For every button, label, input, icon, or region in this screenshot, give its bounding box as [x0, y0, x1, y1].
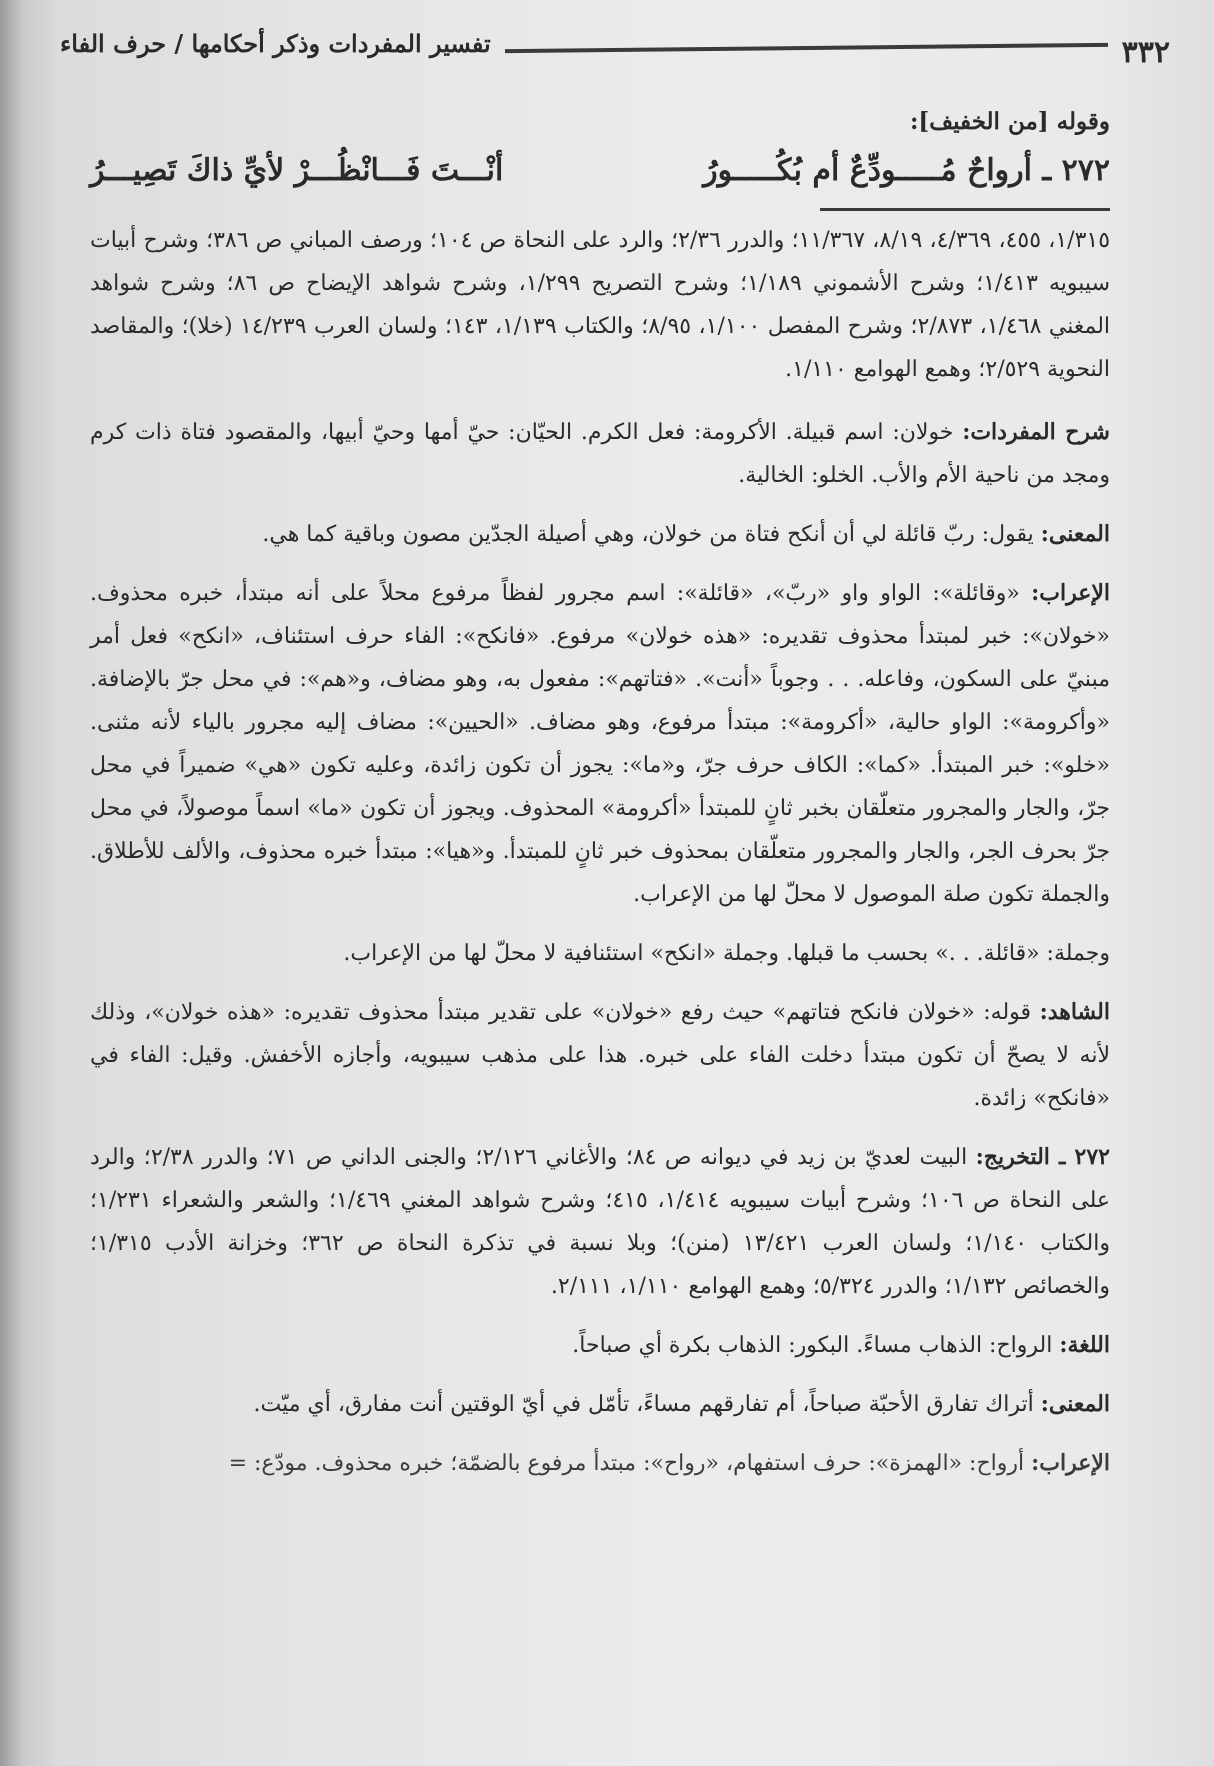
- header-rule: [505, 43, 1108, 53]
- parsing-label: الإعراب:: [1031, 580, 1111, 606]
- takhrij-text: البيت لعديّ بن زيد في ديوانه ص ٨٤؛ والأغاني ٢/١٢٦؛ والجنى الداني ص ٧١؛ والدرر ٢/٣٨؛ والرد على النحاة ص ١٠٦؛ وشرح أبيات سيبويه ١/٤١٤، ٤١٥؛ وشرح شواهد المغني ١/٤٦٩؛ والشعر والشعراء ١/٢٣١؛ والكتاب ١/١٤٠؛ ولسان العرب ١٣/٤٢١ (منن)؛ وبلا نسبة في تذكرة النحاة ص ٣٦٢؛ وخزانة الأدب ١/٣١٥؛ والخصائص ١/١٣٢؛ والدرر ٥/٣٢٤؛ وهمع الهوامع ١/١١٠، ٢/١١١.: [90, 1145, 1110, 1299]
- meaning-label: المعنى:: [1040, 521, 1110, 547]
- footnote-separator: [820, 208, 1110, 211]
- meaning-272: [90, 1383, 1110, 1426]
- language-text: الرواح: الذهاب مساءً. البكور: الذهاب بكرة أي صباحاً.: [572, 1333, 1053, 1358]
- verse-first-text: أرواحٌ مُـــــودِّعٌ أم بُكُـــــورُ: [703, 153, 1032, 188]
- evidence-label: الشاهد:: [1039, 999, 1110, 1025]
- verse-first-hemistich: [703, 149, 1110, 192]
- meaning-272-label: المعنى:: [1040, 1391, 1110, 1417]
- parsing-272-label: الإعراب:: [1031, 1450, 1110, 1476]
- verse-intro: وقوله [من الخفيف]:: [909, 108, 1110, 135]
- references-271: ١/٣١٥، ٤٥٥، ٤/٣٦٩، ٨/١٩، ١١/٣٦٧؛ والدرر ٢/٣٦؛ والرد على النحاة ص ١٠٤؛ ورصف المباني ص ٣٨٦؛ وشرح أبيات سيبويه ١/٤١٣؛ وشرح الأشموني ١/١٨٩؛ وشرح التصريح ١/٢٩٩، وشرح شواهد الإيضاح ص ٨٦؛ وشرح شواهد المغني ١/٤٦٨، ٢/٨٧٣؛ وشرح المفصل ١/١٠٠، ٨/٩٥؛ والكتاب ١/١٣٩، ١٤٣؛ ولسان العرب ١٤/٢٣٩ (خلا)؛ والمقاصد النحوية ٢/٥٢٩؛ وهمع الهوامع ١/١١٠.: [90, 228, 1111, 382]
- verse-272: [90, 149, 1110, 192]
- vocabulary-label: شرح المفردات:: [962, 419, 1110, 445]
- language-label: اللغة:: [1059, 1332, 1110, 1358]
- sentences-271: وجملة: «قائلة. . .» بحسب ما قبلها. وجملة «انكح» استئنافية لا محلّ لها من الإعراب.: [343, 941, 1110, 966]
- language-272: [90, 1324, 1110, 1367]
- meaning-271: [90, 513, 1110, 556]
- takhrij-label: ٢٧٢ ـ التخريج:: [975, 1144, 1110, 1170]
- running-title: تفسير المفردات وذكر أحكامها / حرف الفاء: [60, 28, 491, 58]
- meaning-text: يقول: ربّ قائلة لي أن أنكح فتاة من خولان، وهي أصيلة الجدّين مصون وباقية كما هي.: [262, 522, 1034, 547]
- page-content: [90, 100, 1110, 1501]
- verse-second-hemistich: أنْـــتَ فَـــانْظُـــرْ لأيِّ ذاكَ تَصِيـــرُ: [90, 153, 504, 188]
- vocabulary-271: [90, 411, 1110, 497]
- page-header: [40, 18, 1170, 68]
- evidence-271: [90, 991, 1110, 1120]
- parsing-271: [90, 572, 1110, 916]
- parsing-272: [90, 1442, 1110, 1485]
- meaning-272-text: أتراك تفارق الأحبّة صباحاً، أم تفارقهم مساءً، تأمّل في أيّ الوقتين أنت مفارق، أي ميّت.: [253, 1392, 1034, 1417]
- vocabulary-text: خولان: اسم قبيلة. الأكرومة: فعل الكرم. الحيّان: حيّ أمها وحيّ أبيها، والمقصود فتاة ذات كرم ومجد من ناحية الأم والأب. الخلو: الخالية.: [90, 420, 1110, 488]
- verse-number: ٢٧٢ ـ: [1042, 153, 1110, 188]
- evidence-text: قوله: «خولان فانكح فتاتهم» حيث رفع «خولان» على تقدير مبتدأ محذوف تقديره: «هذه خولان»، وذلك لأنه لا يصحّ أن تكون مبتدأ دخلت الفاء على خبره. هذا على مذهب سيبويه، وأجازه الأخفش. وقيل: الفاء في «فانكح» زائدة.: [90, 1000, 1110, 1111]
- parsing-text: «وقائلة»: الواو واو «ربّ»، «قائلة»: اسم مجرور لفظاً مرفوع محلاً على أنه مبتدأ، خبره محذوف. «خولان»: خبر لمبتدأ محذوف تقديره: «هذه خولان» مرفوع. «فانكح»: الفاء حرف استئناف، «انكح» فعل أمر مبنيّ على السكون، وفاعله. . . وجوباً «أنت». «فتاتهم»: مفعول به، وهو مضاف، و«هم»: في محل جرّ بالإضافة. «وأكرومة»: الواو حالية، «أكرومة»: مبتدأ مرفوع، وهو مضاف. «الحيين»: مضاف إليه مجرور بالياء لأنه مثنى. «خلو»: خبر المبتدأ. «كما»: الكاف حرف جرّ، و«ما»: يجوز أن تكون زائدة، وعليه تكون «هي» ضميراً في محل جرّ، والجار والمجرور متعلّقان بخبر ثانٍ للمبتدأ «أكرومة» المحذوف. ويجوز أن تكون «ما» اسماً موصولاً، في محل جرّ بحرف الجر، والجار والمجرور متعلّقان بمحذوف خبر ثانٍ للمبتدأ. و«هيا»: مبتدأ خبره محذوف، والألف للأطلاق. والجملة تكون صلة الموصول لا محلّ لها من الإعراب.: [90, 581, 1110, 907]
- parsing-272-text: أرواح: «الهمزة»: حرف استفهام، «رواح»: مبتدأ مرفوع بالضمّة؛ خبره محذوف. مودّع: =: [228, 1451, 1025, 1476]
- page-number: ٣٣٢: [1121, 34, 1170, 70]
- takhrij-272: [90, 1136, 1110, 1308]
- book-page: [40, 0, 1170, 1766]
